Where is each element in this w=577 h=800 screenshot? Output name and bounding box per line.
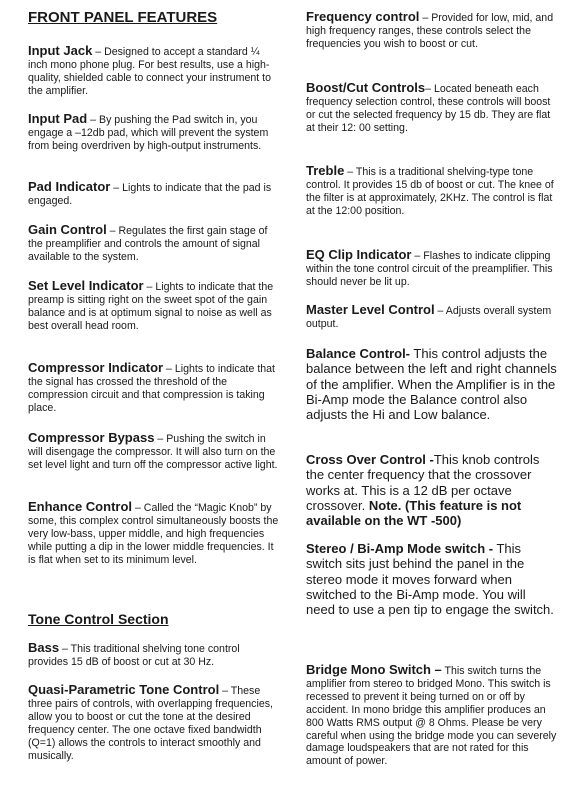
- feature-eq-clip-indicator: EQ Clip Indicator – Flashes to indicate clipping within the tone control circuit of the preamplifier. This should never be lit up.: [306, 247, 553, 288]
- feature-pad-indicator: Pad Indicator – Lights to indicate that the pad is engaged.: [28, 179, 272, 207]
- feature-input-pad: Input Pad – By pushing the Pad switch in, you engage a –12db pad, which will prevent the system from being overdriven by high-output instruments.: [28, 111, 269, 152]
- feature-enhance-control: Enhance Control – Called the “Magic Knob” by some, this complex control simultaneously boosts the very low-bass, upper middle, and high frequencies while putting a dip in the lower middle frequencies. It is flat when set to its minimum level.: [28, 499, 279, 566]
- feature-stereo-bi-amp-switch: Stereo / Bi-Amp Mode switch - This switch sits just behind the panel in the stereo mode it moves forward when switched to the Bi-Amp mode. You will need to use a pen tip to engage the switch.: [306, 541, 554, 618]
- feature-balance-control: Balance Control- This control adjusts the balance between the left and right channels of the amplifier. When the Amplifier is in the Bi-Amp mode the Balance control also adjusts the Hi and Low balance.: [306, 346, 557, 423]
- tone-section-title: Tone Control Section: [28, 611, 169, 627]
- feature-frequency-control: Frequency control – Provided for low, mid, and high frequency ranges, these controls select the frequencies you wish to boost or cut.: [306, 9, 554, 50]
- feature-set-level-indicator: Set Level Indicator – Lights to indicate that the preamp is sitting right on the sweet spot of the gain balance and is at optimum signal to noise as well as best overall head room.: [28, 278, 274, 332]
- feature-bridge-mono-switch: Bridge Mono Switch – This switch turns the amplifier from stereo to bridged Mono. This switch is recessed to prevent it being turned on or off by accident. In mono bridge this amplifier produces an 800 Watts RMS output @ 8 Ohms. Please be very careful when using the bridge mode you can severely damage loudspeakers that are not rated for this amount of power.: [306, 662, 557, 768]
- feature-treble: Treble – This is a traditional shelving-type tone control. It provides 15 db of boost or cut. The knee of the filter is at approximately, 2KHz. The control is flat at the 12:00 position.: [306, 163, 554, 217]
- feature-compressor-bypass: Compressor Bypass – Pushing the switch in will disengage the compressor. It will also turn on the set level light and turn off the compressor active light.: [28, 430, 278, 471]
- feature-input-jack: Input Jack – Designed to accept a standard ¼ inch mono phone plug. For best results, use a high-quality, shielded cable to connect your instrument to the amplifier.: [28, 43, 272, 97]
- feature-boost-cut-controls: Boost/Cut Controls– Located beneath each frequency selection control, these controls will boost or cut the selected frequency by 15 db. They are flat at their 12: 00 setting.: [306, 80, 551, 134]
- page-title: FRONT PANEL FEATURES: [28, 9, 218, 26]
- feature-note: Note. (This feature is not available on the WT -500): [306, 497, 522, 529]
- feature-compressor-indicator: Compressor Indicator – Lights to indicate that the signal has crossed the threshold of the compression circuit and that compression is taking place.: [28, 360, 275, 414]
- feature-bass: Bass – This traditional shelving tone control provides 15 dB of boost or cut at 30 Hz.: [28, 640, 240, 668]
- feature-gain-control: Gain Control – Regulates the first gain stage of the preamplifier and controls the amount of signal available to the system.: [28, 222, 268, 263]
- feature-quasi-parametric: Quasi-Parametric Tone Control – These three pairs of controls, with overlapping frequencies, allow you to boost or cut the tone at the desired frequency center. The one octave fixed bandwidth (Q=1) allows the controls to interact smoothly and musically.: [28, 682, 273, 762]
- feature-master-level-control: Master Level Control – Adjusts overall system output.: [306, 302, 552, 330]
- feature-cross-over-control: Cross Over Control -This knob controls the center frequency that the crossover works at. This is a 12 dB per octave crossover. Note. (This feature is not available on the WT -500): [306, 452, 540, 529]
